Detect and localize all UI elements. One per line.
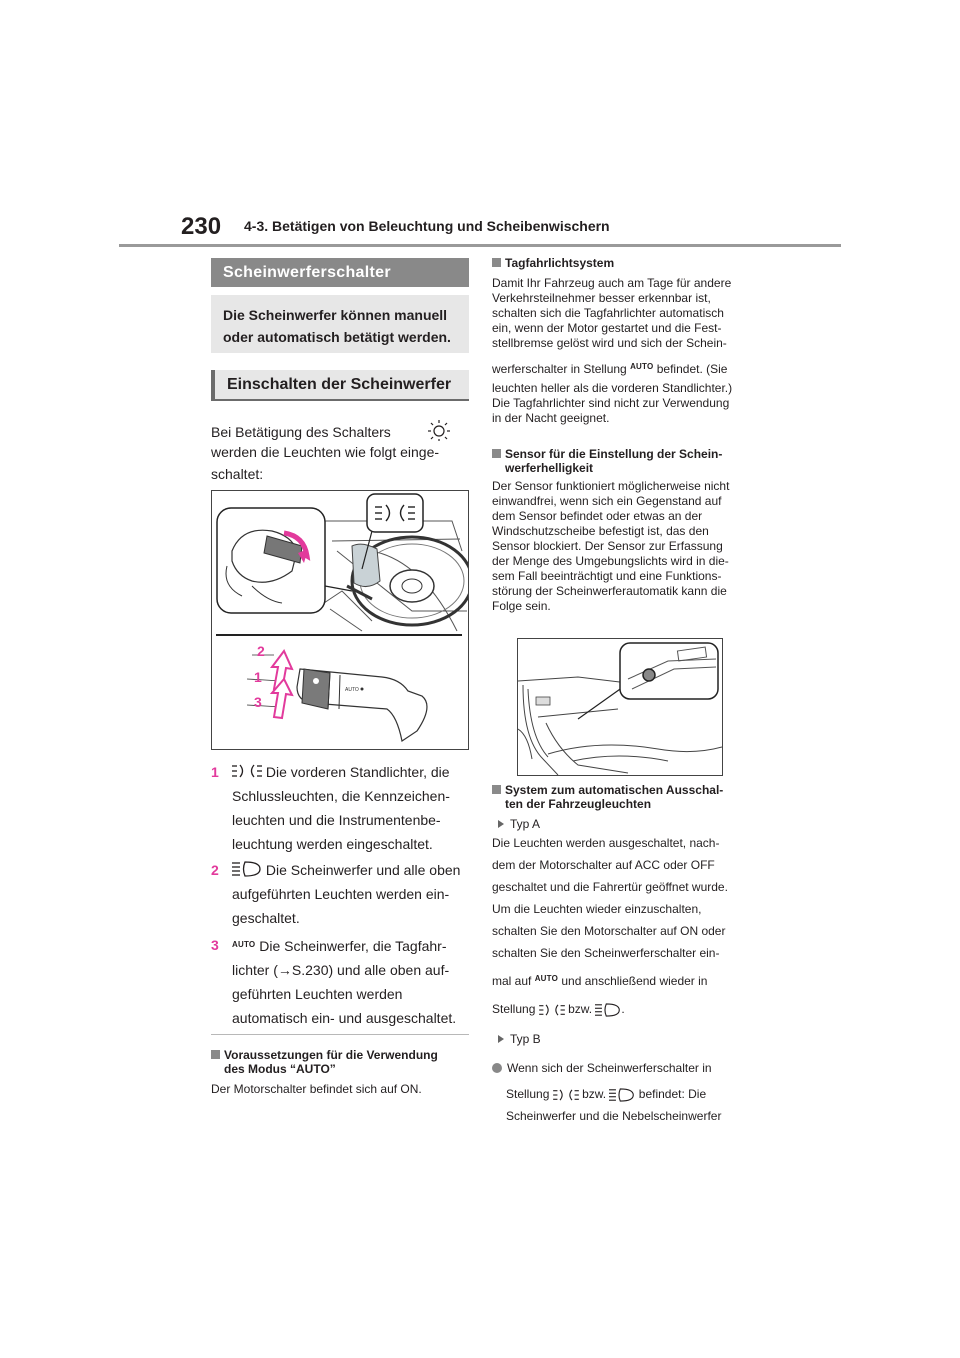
light-switch-icon <box>425 419 453 441</box>
note-line: schalten Sie den Motorschalter auf ON oder <box>492 924 726 938</box>
intro-line: Die Scheinwerfer können manuell <box>223 307 448 323</box>
headlight-switch-illustration <box>212 491 468 749</box>
list-item <box>211 933 473 1030</box>
auto-icon: AUTO <box>534 974 559 983</box>
list-number: 3 <box>211 937 219 953</box>
note-line: Um die Leuchten wieder einzuschalten, <box>492 902 702 916</box>
list-line: aufgeführten Leuchten werden ein- <box>232 886 450 902</box>
note-line: schalten Sie den Scheinwerferschalter ein- <box>492 946 720 960</box>
note-line: sem Fall beeinträchtigt und eine Funktions- <box>492 569 722 583</box>
drl-note <box>492 256 754 426</box>
note-line: bzw. <box>582 1087 607 1101</box>
parking-light-icon <box>553 1089 579 1101</box>
note-line: dem der Motorschalter auf ACC oder OFF <box>492 858 715 872</box>
type-label: Typ B <box>510 1032 541 1046</box>
note-line: Verkehrsteilnehmer besser erkennbar ist, <box>492 291 711 305</box>
sensor-figure <box>517 638 723 776</box>
square-bullet-icon <box>492 449 501 458</box>
note-line: befindet. (Sie <box>656 362 728 376</box>
list-line: leuchtung werden eingeschaltet. <box>232 836 433 852</box>
parking-light-icon <box>232 764 262 778</box>
intro-paragraph <box>211 419 473 485</box>
note-title-line: werferhelligkeit <box>505 461 594 475</box>
section-title: Scheinwerferschalter <box>211 258 469 287</box>
auto-icon: AUTO <box>630 362 654 371</box>
note-line: Stellung <box>506 1087 550 1101</box>
note-title-line: Tagfahrlichtsystem <box>505 256 615 270</box>
square-bullet-icon <box>211 1050 220 1059</box>
list-line: lichter (→S.230) und alle oben auf- <box>232 962 450 978</box>
page-number: 230 <box>181 213 222 240</box>
headlight-icon <box>595 1003 621 1017</box>
note-line: Der Sensor funktioniert möglicherweise nicht <box>492 479 730 493</box>
note-line: und anschließend wieder in <box>561 974 708 988</box>
note-line: bzw. <box>568 1002 593 1016</box>
note-line: Die Leuchten werden ausgeschaltet, nach- <box>492 836 720 850</box>
figure-label: 1 <box>254 669 262 685</box>
sensor-note <box>492 447 754 614</box>
list-number: 1 <box>211 764 219 780</box>
circle-bullet-icon <box>492 1063 502 1073</box>
headlight-icon <box>609 1088 635 1102</box>
list-line: Die Scheinwerfer und alle oben <box>265 862 461 878</box>
note-title-line: des Modus “AUTO” <box>224 1062 336 1076</box>
headlight-icon <box>232 861 262 877</box>
type-label: Typ A <box>510 817 541 831</box>
list-line: Schlussleuchten, die Kennzeichen- <box>232 788 450 804</box>
subsection-title: Einschalten der Scheinwerfer <box>211 370 469 401</box>
note-text: Der Motorschalter befindet sich auf ON. <box>211 1082 422 1096</box>
auto-off-note <box>492 783 754 1127</box>
header-rule <box>119 244 841 247</box>
note-divider <box>211 1034 469 1035</box>
list-item <box>211 760 473 856</box>
auto-icon: AUTO <box>232 940 256 949</box>
note-line: der Menge des Umgebungslichts wird in die- <box>492 554 729 568</box>
list-line: Die vorderen Standlichter, die <box>265 764 450 780</box>
note-line: leuchten heller als die vorderen Standlichter.) <box>492 381 733 395</box>
note-line: Stellung <box>492 1002 536 1016</box>
note-line: werferschalter in Stellung <box>492 362 627 376</box>
note-line: Damit Ihr Fahrzeug auch am Tage für andere <box>492 276 732 290</box>
note-line: Folge sein. <box>492 599 551 613</box>
note-line: befindet: Die <box>638 1087 707 1101</box>
note-title-line: Voraussetzungen für die Verwendung <box>224 1048 438 1062</box>
sensor-illustration <box>518 639 722 775</box>
list-line: geführten Leuchten werden <box>232 986 403 1002</box>
list-line: leuchten und die Instrumentenbe- <box>232 812 441 828</box>
headlight-switch-figure <box>211 490 469 750</box>
square-bullet-icon <box>492 258 501 267</box>
note-line: Wenn sich der Scheinwerferschalter in <box>507 1061 712 1075</box>
note-line: schalten sich die Tagfahrlichter automatisch <box>492 306 724 320</box>
note-line: geschaltet und die Fahrertür geöffnet wurde. <box>492 880 728 894</box>
triangle-bullet-icon <box>498 1035 504 1043</box>
paragraph-line: Bei Betätigung des Schalters <box>211 424 391 440</box>
square-bullet-icon <box>492 785 501 794</box>
list-line: Die Scheinwerfer, die Tagfahr- <box>259 938 447 954</box>
note-title-line: System zum automatischen Ausschal- <box>505 783 724 797</box>
chapter-title: 4-3. Betätigen von Beleuchtung und Scheibenwischern <box>244 218 610 234</box>
figure-label: 3 <box>254 694 262 710</box>
note-line: stellbremse gelöst wird und sich der Schein- <box>492 336 727 350</box>
note-title-line: Sensor für die Einstellung der Schein- <box>505 447 723 461</box>
note-line: dem Sensor befindet oder etwas an der <box>492 509 703 523</box>
note-line: Windschutzscheibe befestigt ist, das den <box>492 524 709 538</box>
paragraph-line: werden die Leuchten wie folgt einge- <box>211 444 440 460</box>
note-title-line: ten der Fahrzeugleuchten <box>505 797 652 811</box>
note-line: Sensor blockiert. Der Sensor zur Erfassung <box>492 539 723 553</box>
list-number: 2 <box>211 862 219 878</box>
note-line: in der Nacht geeignet. <box>492 411 610 425</box>
intro-box <box>211 295 469 353</box>
note-line: Scheinwerfer und die Nebelscheinwerfer <box>506 1109 722 1123</box>
list-line: geschaltet. <box>232 910 300 926</box>
paragraph-line: schaltet: <box>211 466 264 482</box>
note-line: . <box>621 1002 625 1016</box>
triangle-bullet-icon <box>498 820 504 828</box>
parking-light-icon <box>539 1004 565 1016</box>
figure-auto-label: AUTO <box>345 687 359 693</box>
intro-line: oder automatisch betätigt werden. <box>223 329 451 345</box>
list-item <box>211 858 473 930</box>
note-line: einwandfrei, wenn sich ein Gegenstand auf <box>492 494 722 508</box>
figure-label: 2 <box>257 643 265 659</box>
note-line: ein, wenn der Motor gestartet und die Fest- <box>492 321 722 335</box>
note-line: störung der Scheinwerferautomatik kann die <box>492 584 727 598</box>
note-title <box>211 1048 473 1076</box>
note-line: mal auf <box>492 974 532 988</box>
note-line: Die Tagfahrlichter sind nicht zur Verwendung <box>492 396 730 410</box>
list-line: automatisch ein- und ausgeschaltet. <box>232 1010 457 1026</box>
